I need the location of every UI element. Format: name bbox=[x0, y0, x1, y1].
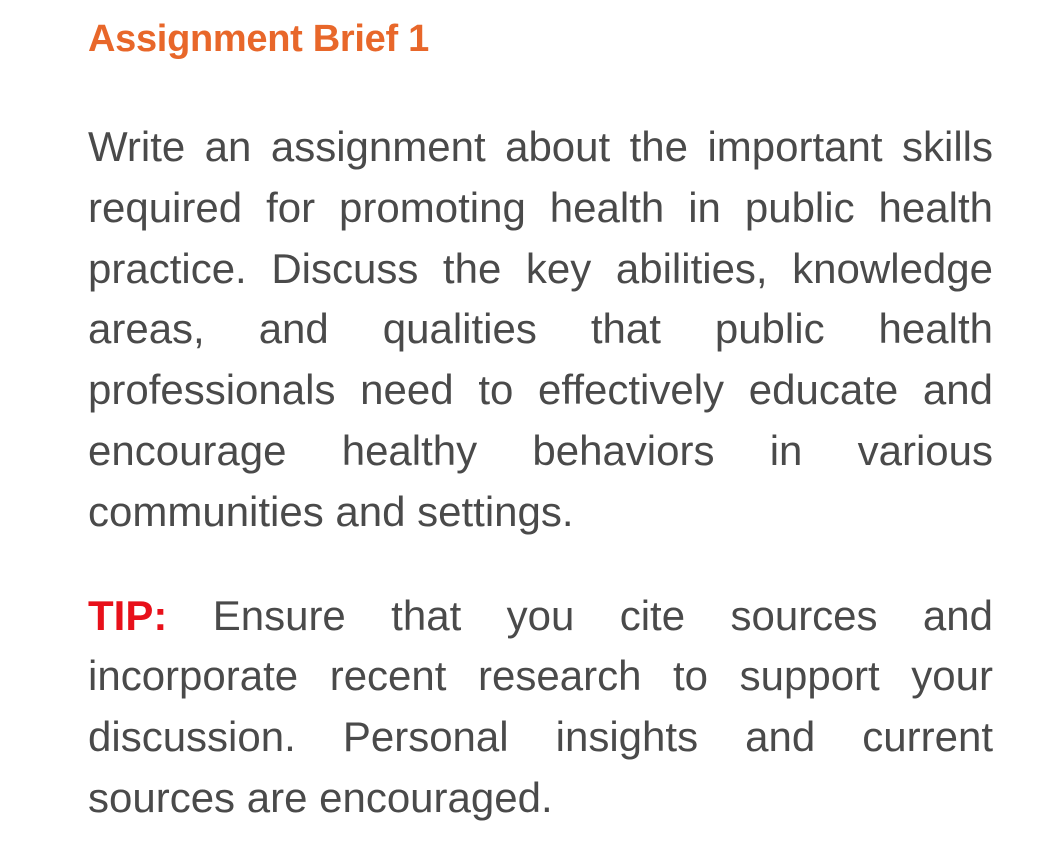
document-content bbox=[88, 12, 993, 829]
tip-label: TIP: bbox=[88, 591, 168, 639]
tip-text: Ensure that you cite sources and incorporate recent research to support your discussion. Personal insights and current sources are encouraged. bbox=[88, 591, 993, 821]
tip-paragraph bbox=[88, 586, 993, 829]
page-title: Assignment Brief 1 bbox=[88, 18, 429, 60]
assignment-brief-text: Write an assignment about the important skills required for promoting health in public health practice. Discuss the key abilities, knowledge areas, and qualities that public health professionals need to effectively educate and encourage healthy behaviors in various communities and settings. bbox=[88, 123, 993, 535]
